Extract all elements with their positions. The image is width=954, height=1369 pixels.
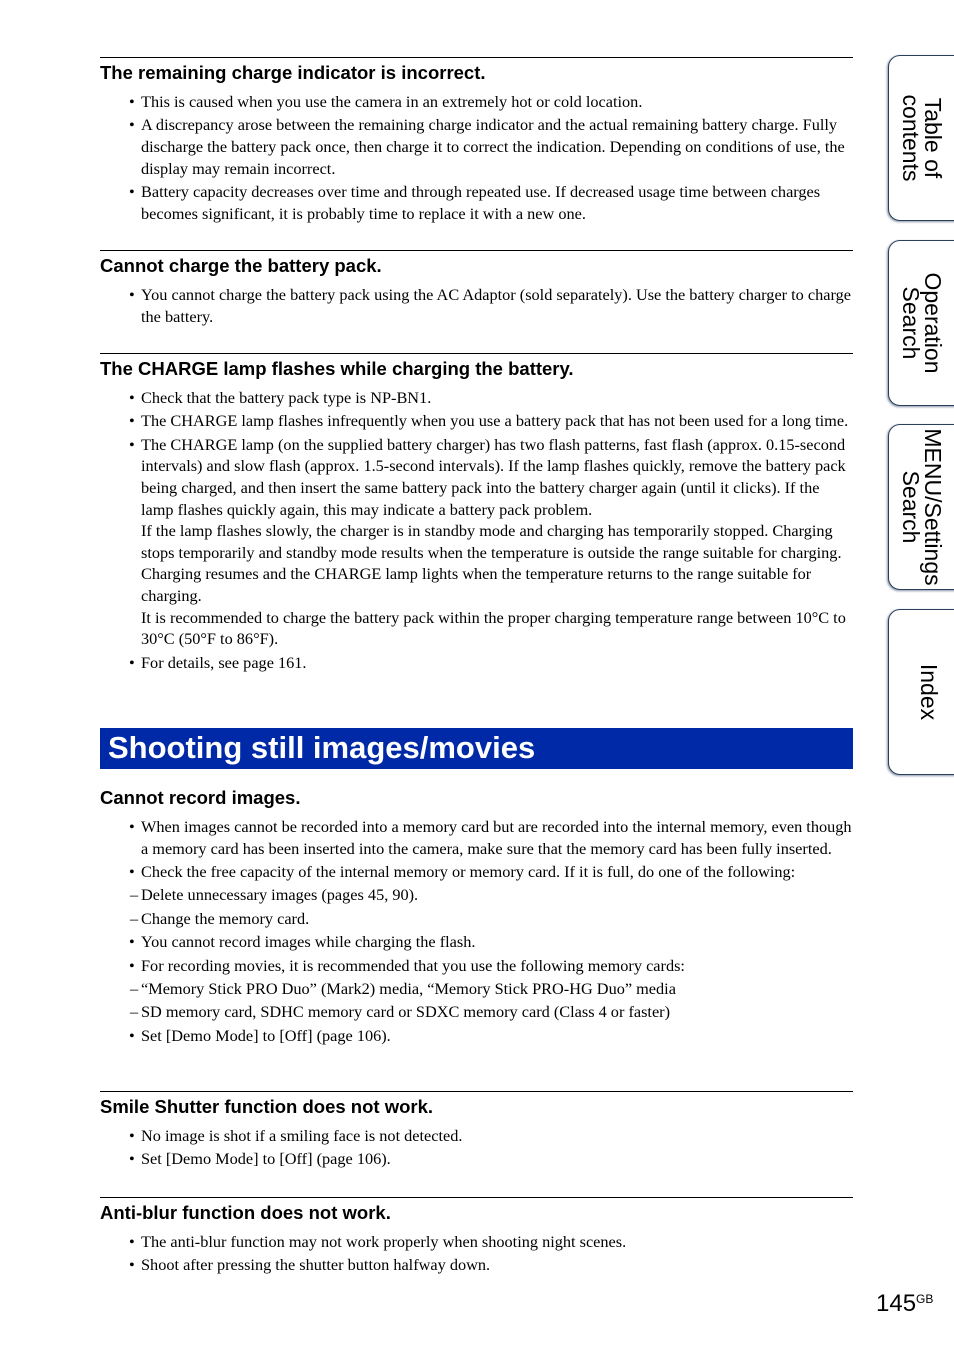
section-heading: The remaining charge indicator is incorrect. (100, 62, 486, 83)
item-text: – “Memory Stick PRO Duo” (Mark2) media, “Memory Stick PRO-HG Duo” media (141, 978, 676, 998)
item-list (100, 284, 853, 327)
dash-item (130, 908, 853, 930)
section-divider (100, 57, 853, 58)
bullet-item (141, 816, 853, 859)
item-text: – Change the memory card. (141, 908, 310, 928)
section-heading: The CHARGE lamp flashes while charging the battery. (100, 358, 574, 379)
page-number (876, 1290, 933, 1318)
section-remaining-charge (100, 57, 853, 226)
bullet-item (141, 955, 853, 977)
item-text: • You cannot charge the battery pack using the AC Adaptor (sold separately). Use the battery charger to charge the battery. (141, 285, 851, 326)
bullet-item (141, 410, 853, 432)
bullet-item (141, 284, 853, 327)
section-divider (100, 1091, 853, 1092)
item-text: • Shoot after pressing the shutter button halfway down. (141, 1255, 491, 1275)
tab-menu-settings-search[interactable] (888, 424, 954, 590)
tab-label: Operation (920, 272, 946, 374)
item-text: • The anti-blur function may not work properly when shooting night scenes. (141, 1232, 627, 1251)
chapter-banner: Shooting still images/movies (100, 728, 853, 769)
bullet-item (141, 931, 853, 953)
section-heading: Cannot record images. (100, 787, 301, 808)
item-text: It is recommended to charge the battery pack within the proper charging temperature range between 10°C to 30°C (50°F to 86°F). (141, 607, 846, 649)
item-text: • Check that the battery pack type is NP-BN1. (141, 388, 432, 407)
bullet-item (141, 652, 853, 674)
item-text: • Set [Demo Mode] to [Off] (page 106). (141, 1025, 391, 1045)
section-anti-blur (100, 1197, 853, 1278)
section-cannot-charge (100, 250, 853, 329)
item-text: • No image is shot if a smiling face is not detected. (141, 1126, 463, 1145)
tab-label: Search (898, 470, 924, 544)
tab-table-of-contents[interactable] (888, 55, 954, 221)
dash-item (130, 1001, 853, 1023)
tab-index[interactable] (888, 609, 954, 775)
page-number-value: 145 (876, 1290, 917, 1317)
section-heading: Smile Shutter function does not work. (100, 1096, 434, 1117)
item-list (100, 816, 853, 1046)
item-text: • A discrepancy arose between the remaining charge indicator and the actual remaining battery charge. Fully discharge the battery pack once, then charge it to correct the indication. Depending on conditions of use, the display may remain incorrect. (141, 115, 845, 178)
item-list (100, 91, 853, 224)
bullet-item (141, 1125, 853, 1147)
item-text: – Delete unnecessary images (pages 45, 90). (141, 885, 419, 905)
item-list (100, 1231, 853, 1276)
item-text: • The CHARGE lamp flashes infrequently when you use a battery pack that has not been used for a long time. (141, 411, 849, 431)
section-heading: Anti-blur function does not work. (100, 1202, 391, 1223)
item-text: • Battery capacity decreases over time and through repeated use. If decreased usage time between charges becomes significant, it is probably time to replace it with a new one. (141, 181, 821, 223)
section-divider (100, 353, 853, 354)
dash-item (130, 884, 853, 906)
tab-label: Index (916, 663, 942, 721)
item-text: – SD memory card, SDHC memory card or SDXC memory card (Class 4 or faster) (141, 1002, 671, 1022)
item-text: • Check the free capacity of the internal memory or memory card. If it is full, do one of the following: (141, 861, 796, 881)
tab-label: Table of (920, 97, 946, 179)
bullet-item (141, 181, 853, 224)
item-text: • For details, see page 161. (141, 652, 307, 672)
tab-label: contents (898, 94, 924, 182)
item-text: • Set [Demo Mode] to [Off] (page 106). (141, 1149, 391, 1169)
dash-item (130, 978, 853, 1000)
item-text: • You cannot record images while charging the flash. (141, 932, 476, 952)
section-heading: Cannot charge the battery pack. (100, 255, 382, 276)
item-text: • When images cannot be recorded into a memory card but are recorded into the internal memory, even though a memory card has been inserted into the camera, make sure that the memory card has been fully inserted. (141, 817, 852, 858)
section-cannot-record (100, 783, 853, 1048)
bullet-item (141, 1148, 853, 1170)
bullet-item (141, 1254, 853, 1276)
section-charge-lamp-flashes (100, 353, 853, 675)
bullet-item (141, 1231, 853, 1253)
bullet-item (141, 91, 853, 113)
item-text: • For recording movies, it is recommended that you use the following memory cards: (141, 955, 685, 975)
item-list (100, 387, 853, 673)
bullet-item (141, 861, 853, 883)
bullet-item (141, 387, 853, 409)
tab-label: MENU/Settings (920, 428, 946, 586)
section-divider (100, 250, 853, 251)
bullet-item (141, 434, 853, 650)
bullet-item (141, 1025, 853, 1047)
tab-operation-search[interactable] (888, 240, 954, 406)
item-text: • This is caused when you use the camera in an extremely hot or cold location. (141, 92, 643, 111)
item-list (100, 1125, 853, 1170)
item-text: • The CHARGE lamp (on the supplied battery charger) has two flash patterns, fast flash (approx. 0.15-second intervals) and slow flash (approx. 1.5-second intervals). If the lamp flashes quickly, remove the battery pack being charged, and then insert the same battery pack into the battery charger again (until it clicks). If the lamp flashes quickly again, this may indicate a battery pack problem. (141, 434, 846, 519)
section-smile-shutter (100, 1091, 853, 1172)
item-text: If the lamp flashes slowly, the charger is in standby mode and charging has temporarily stopped. Charging stops temporarily and standby mode results when the temperature is outside the range suitable for charging. Charging resumes and the CHARGE lamp lights when the temperature returns to the range suitable for charging. (141, 521, 842, 605)
section-divider (100, 1197, 853, 1198)
tab-label: Search (898, 286, 924, 360)
bullet-item (141, 114, 853, 179)
page-region-code: GB (916, 1292, 934, 1306)
